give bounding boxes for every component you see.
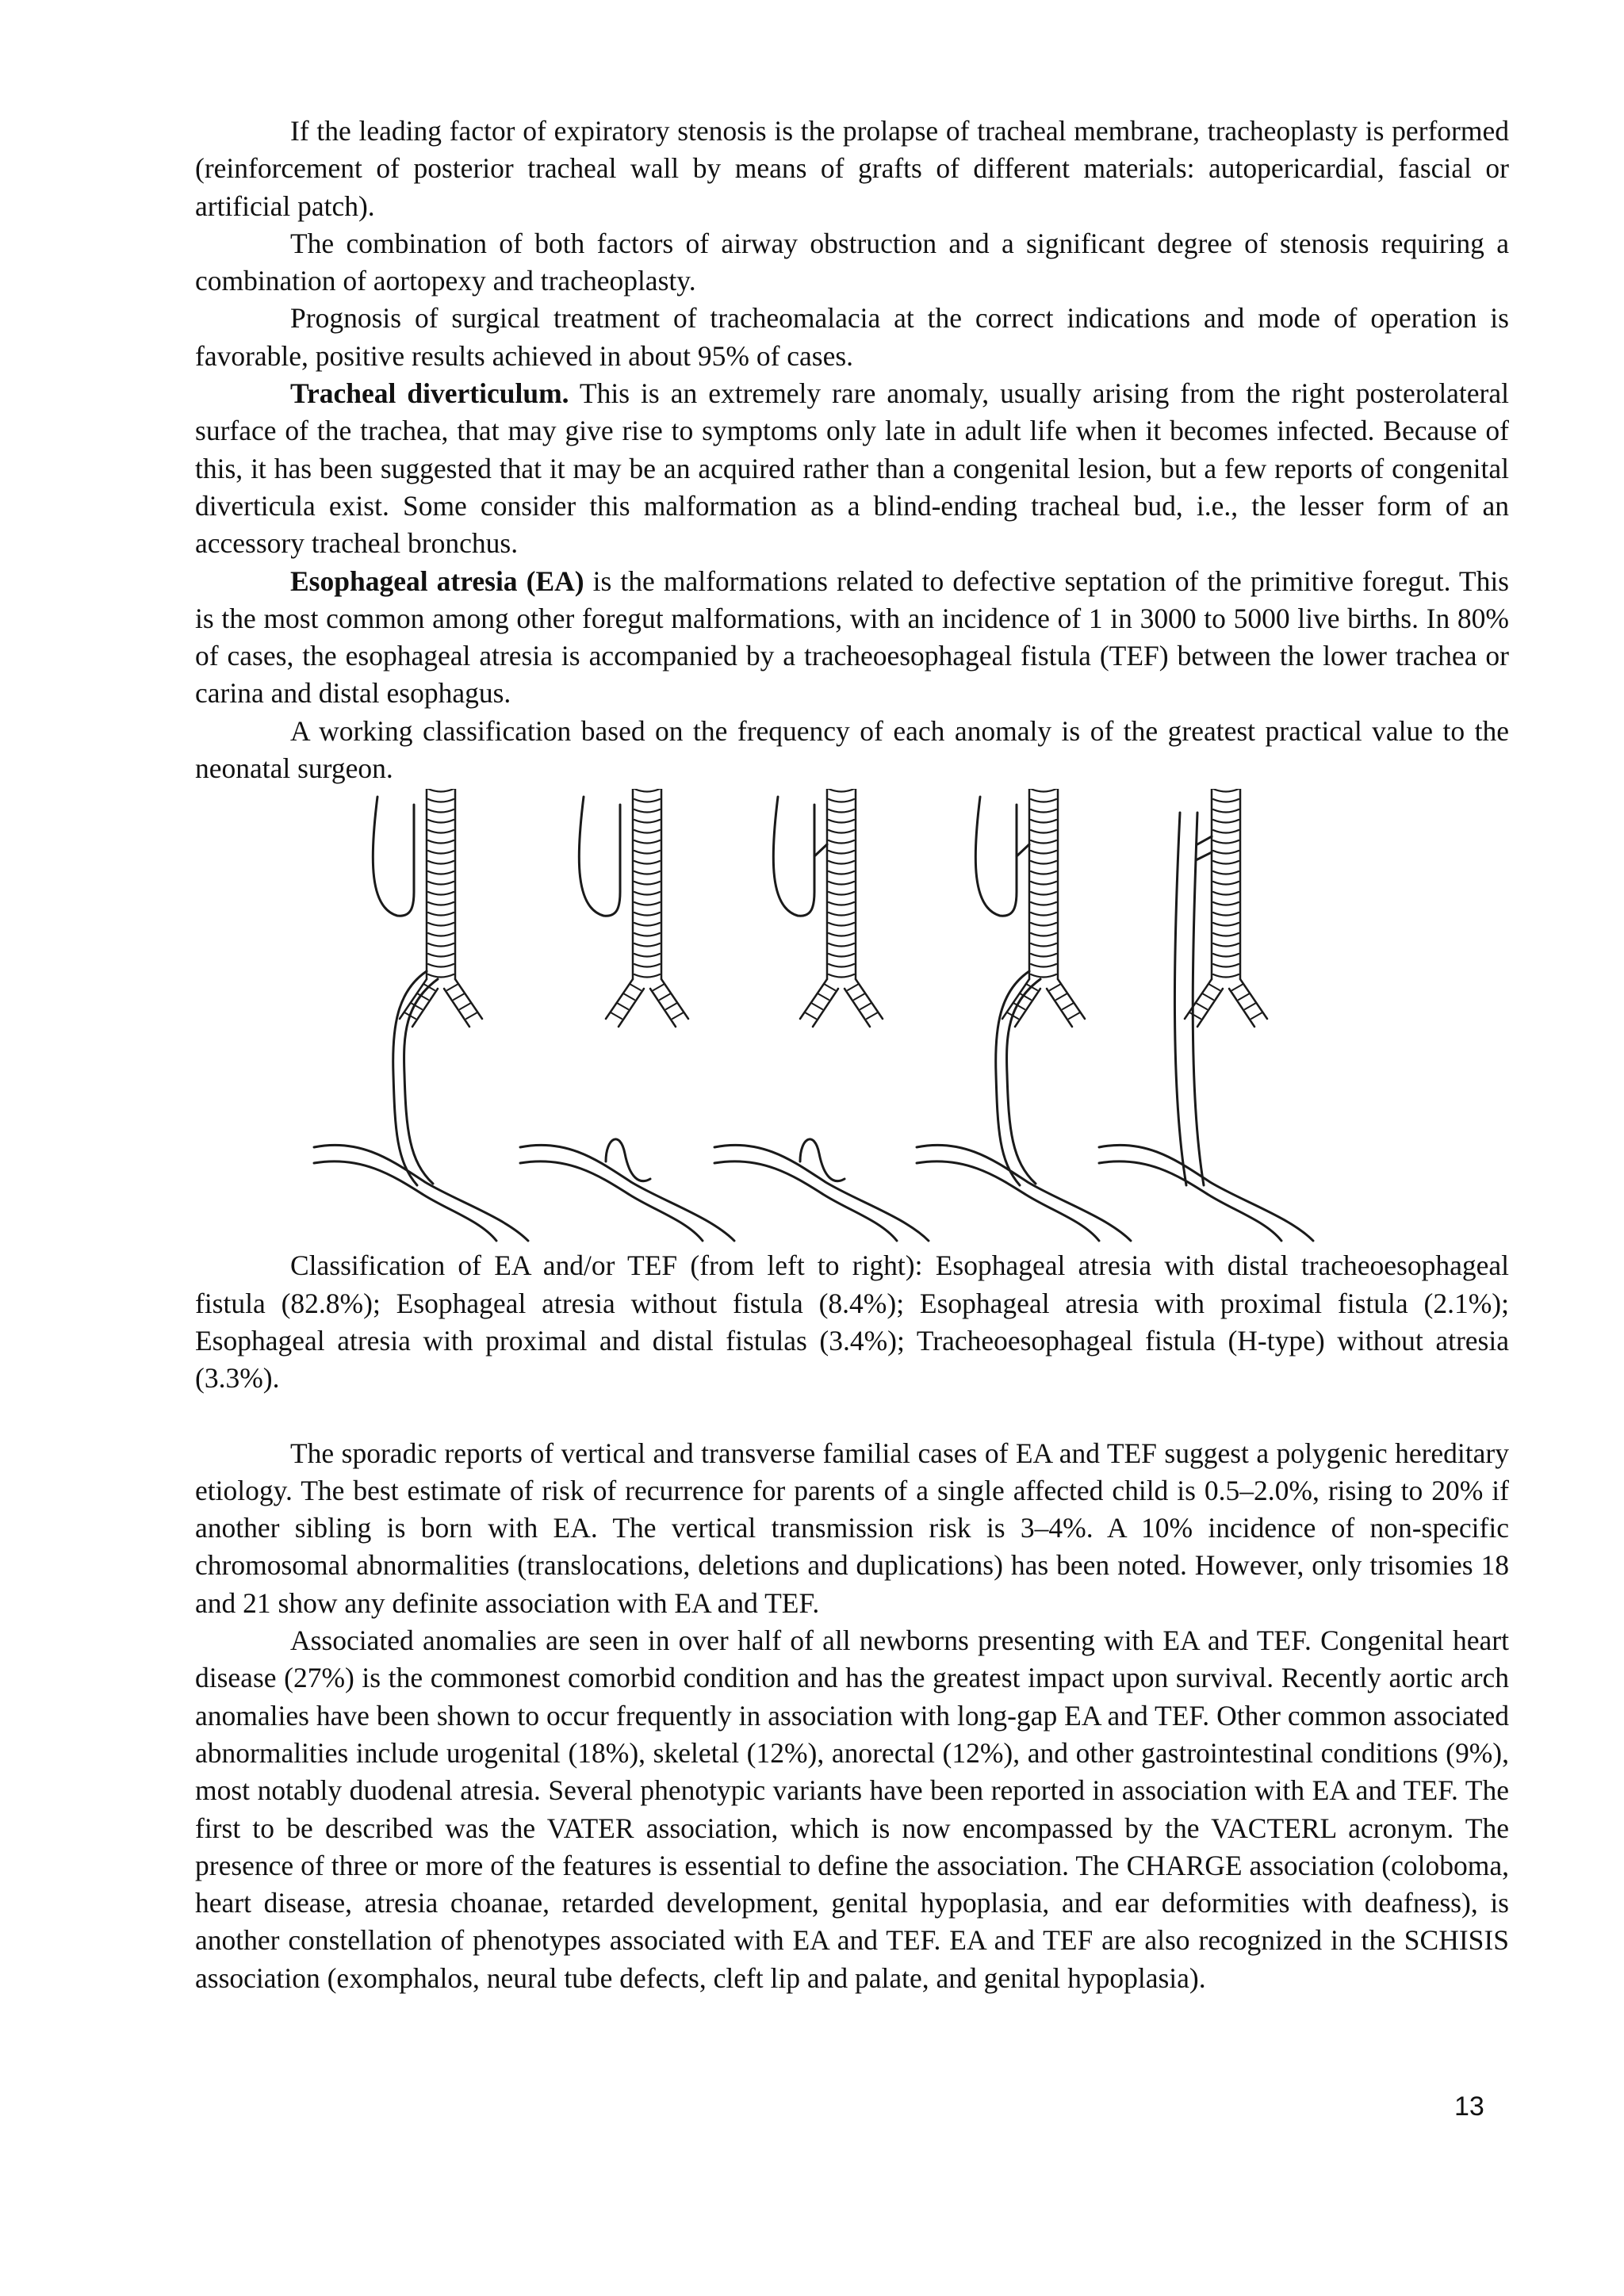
- bronchial-ring-icon: [1202, 993, 1213, 1000]
- paragraph-lead: Tracheal diverticulum.: [290, 377, 569, 410]
- stomach-icon: [714, 1161, 897, 1241]
- tracheal-ring-icon: [1031, 933, 1056, 936]
- tracheal-ring-icon: [634, 882, 660, 885]
- bronchial-ring-icon: [1056, 993, 1067, 1000]
- tracheal-ring-icon: [1213, 902, 1239, 905]
- bronchial-ring-icon: [1196, 1003, 1207, 1009]
- tracheal-ring-icon: [634, 954, 660, 957]
- bronchial-ring-icon: [611, 1012, 622, 1019]
- tracheal-ring-icon: [829, 840, 854, 844]
- page-body: [195, 113, 1509, 1997]
- tracheal-ring-icon: [428, 830, 454, 833]
- ea-tef-classification-figure: [195, 789, 1509, 1244]
- bronchial-ring-icon: [824, 984, 835, 990]
- paragraph: The sporadic reports of vertical and transverse familial cases of EA and TEF suggest a polygenic hereditary etiology. The best estimate of risk of recurrence for parents of a single affected child is 0.5–2.0%, rising to 20% if another sibling is born with EA. The vertical transmission risk is 3–4%. A 10% incidence of non-specific chromosomal abnormalities (translocations, deletions and duplications) has been noted. However, only trisomies 18 and 21 show any definite association with EA and TEF.: [195, 1437, 1509, 1619]
- tracheal-ring-icon: [428, 943, 454, 947]
- paragraph: The combination of both factors of airway obstruction and a significant degree of stenosis requiring a combination of aortopexy and tracheoplasty.: [195, 227, 1509, 297]
- tracheal-ring-icon: [829, 861, 854, 864]
- tracheal-ring-icon: [428, 851, 454, 854]
- tracheal-ring-icon: [1031, 943, 1056, 947]
- tracheal-ring-icon: [1213, 820, 1239, 823]
- tracheal-ring-icon: [634, 861, 660, 864]
- tracheal-ring-icon: [829, 882, 854, 885]
- stomach-icon: [520, 1161, 703, 1241]
- bronchial-ring-icon: [1069, 1012, 1080, 1019]
- tracheal-ring-icon: [1213, 923, 1239, 926]
- paragraph: A working classification based on the frequency of each anomaly is of the greatest practical value to the neonatal surgeon.: [195, 714, 1509, 785]
- tracheal-ring-icon: [1031, 851, 1056, 854]
- bronchial-ring-icon: [1050, 984, 1061, 990]
- esophagus-icon: [1174, 813, 1186, 1185]
- tracheal-ring-icon: [829, 799, 854, 802]
- tracheal-ring-icon: [829, 871, 854, 874]
- proximal-fistula-icon: [814, 844, 827, 856]
- upper-esophageal-pouch-icon: [773, 797, 814, 916]
- tracheal-ring-icon: [1213, 974, 1239, 978]
- tracheal-ring-icon: [428, 809, 454, 813]
- tracheal-ring-icon: [428, 789, 454, 792]
- tracheal-ring-icon: [829, 809, 854, 813]
- bronchial-ring-icon: [1251, 1012, 1262, 1019]
- tracheal-ring-icon: [829, 954, 854, 957]
- tracheal-ring-icon: [428, 923, 454, 926]
- tracheal-ring-icon: [829, 964, 854, 967]
- tracheal-ring-icon: [428, 840, 454, 844]
- tracheal-ring-icon: [1031, 820, 1056, 823]
- tracheal-ring-icon: [1031, 913, 1056, 916]
- tracheal-ring-icon: [1213, 964, 1239, 967]
- distal-esophagus-icon: [404, 979, 438, 1184]
- tracheal-ring-icon: [1213, 892, 1239, 895]
- tracheal-ring-icon: [1213, 913, 1239, 916]
- tracheal-ring-icon: [1031, 830, 1056, 833]
- tracheal-ring-icon: [634, 809, 660, 813]
- paragraph: Associated anomalies are seen in over half of all newborns presenting with EA and TEF. Congenital heart disease (27%) is the commonest comorbid condition and has the greatest impact upon survival. Recently aortic arch anomalies have been shown to occur frequently in association with long-gap EA and TEF. Other common associated abnormalities include urogenital (18%), skeletal (12%), anorectal (12%), and other gastrointestinal conditions (9%), most notably duodenal atresia. Several phenotypic variants have been reported in association with EA and TEF. The first to be described was the VATER association, which is now encompassed by the VACTERL acronym. The presence of three or more of the features is essential to define the association. The CHARGE association (coloboma, heart disease, atresia choanae, retarded development, genital hypoplasia, and ear deformities with deafness), is another constellation of phenotypes associated with EA and TEF. EA and TEF are also recognized in the SCHISIS association (exomphalos, neural tube defects, cleft lip and palate, and genital hypoplasia).: [195, 1624, 1509, 1994]
- paragraph-lead: Esophageal atresia (EA): [290, 564, 584, 597]
- bronchial-ring-icon: [848, 984, 859, 990]
- bronchial-ring-icon: [660, 993, 671, 1000]
- stomach-icon: [314, 1161, 496, 1241]
- bronchial-ring-icon: [805, 1012, 816, 1019]
- left-bronchus-icon: [1185, 979, 1223, 1027]
- bronchial-ring-icon: [447, 984, 458, 990]
- tracheal-ring-icon: [634, 933, 660, 936]
- paragraph: Prognosis of surgical treatment of tracheomalacia at the correct indications and mode of operation is favorable, positive results achieved in about 95% of cases.: [195, 302, 1509, 372]
- left-bronchus-icon: [400, 979, 438, 1027]
- tracheal-ring-icon: [829, 902, 854, 905]
- tracheal-ring-icon: [428, 861, 454, 864]
- tracheal-ring-icon: [1213, 851, 1239, 854]
- paragraph: Esophageal atresia (EA) is the malformations related to defective septation of the primitive foregut. This is the most common among other foregut malformations, with an incidence of 1 in 3000 to 5000 live births. In 80% of cases, the esophageal atresia is accompanied by a tracheoesophageal fistula (TEF) between the lower trachea or carina and distal esophagus.: [195, 564, 1509, 710]
- bronchial-ring-icon: [811, 1003, 822, 1009]
- tracheal-ring-icon: [829, 789, 854, 792]
- stomach-icon: [1099, 1161, 1281, 1241]
- tracheal-ring-icon: [1213, 871, 1239, 874]
- tracheal-ring-icon: [634, 851, 660, 854]
- tracheal-ring-icon: [634, 789, 660, 792]
- right-bronchus-icon: [444, 979, 482, 1027]
- proximal-fistula-icon: [1017, 844, 1029, 856]
- left-bronchus-icon: [606, 979, 644, 1027]
- tracheal-ring-icon: [428, 882, 454, 885]
- upper-esophageal-pouch-icon: [373, 797, 414, 916]
- tracheal-ring-icon: [634, 871, 660, 874]
- tracheal-ring-icon: [1213, 933, 1239, 936]
- tracheal-ring-icon: [1213, 809, 1239, 813]
- tracheal-ring-icon: [428, 974, 454, 978]
- tracheal-ring-icon: [1031, 799, 1056, 802]
- tracheal-ring-icon: [634, 799, 660, 802]
- tracheal-ring-icon: [829, 933, 854, 936]
- tracheal-ring-icon: [634, 913, 660, 916]
- tracheal-ring-icon: [428, 820, 454, 823]
- tracheal-ring-icon: [1031, 974, 1056, 978]
- bronchial-ring-icon: [666, 1003, 677, 1009]
- right-bronchus-icon: [650, 979, 688, 1027]
- bronchial-ring-icon: [623, 993, 634, 1000]
- tracheal-ring-icon: [634, 943, 660, 947]
- tracheal-ring-icon: [634, 892, 660, 895]
- tracheal-ring-icon: [428, 964, 454, 967]
- tracheal-ring-icon: [1031, 809, 1056, 813]
- bronchial-ring-icon: [854, 993, 865, 1000]
- tracheal-ring-icon: [634, 974, 660, 978]
- figure-caption: Classification of EA and/or TEF (from left to right): Esophageal atresia with distal tracheoesophageal fistula (82.8%); Esophageal atresia without fistula (8.4%); Esophageal atresia with proximal fistula (2.1%); Esophageal atresia with proximal and distal fistulas (3.4%); Tracheoesophageal fistula (H-type) without atresia (3.3%).: [195, 1249, 1509, 1395]
- tracheal-ring-icon: [634, 820, 660, 823]
- tracheal-ring-icon: [1213, 789, 1239, 792]
- tracheal-ring-icon: [829, 943, 854, 947]
- tracheal-ring-icon: [829, 851, 854, 854]
- bronchial-ring-icon: [860, 1003, 871, 1009]
- paragraph: If the leading factor of expiratory stenosis is the prolapse of tracheal membrane, tracheoplasty is performed (reinforcement of posterior tracheal wall by means of grafts of different materials: autopericardial, fascial or artificial patch).: [195, 115, 1509, 222]
- stomach-icon: [917, 1161, 1099, 1241]
- tracheal-ring-icon: [1031, 789, 1056, 792]
- tracheal-ring-icon: [428, 902, 454, 905]
- tracheal-ring-icon: [829, 923, 854, 926]
- tracheal-ring-icon: [1213, 943, 1239, 947]
- tracheal-ring-icon: [634, 830, 660, 833]
- page-number: 13: [1454, 2091, 1484, 2122]
- tracheal-ring-icon: [428, 933, 454, 936]
- lower-esophageal-stump-icon: [606, 1139, 650, 1181]
- tracheal-ring-icon: [428, 954, 454, 957]
- bronchial-ring-icon: [867, 1012, 878, 1019]
- tracheal-ring-icon: [1031, 892, 1056, 895]
- tracheal-ring-icon: [428, 871, 454, 874]
- tracheal-ring-icon: [634, 840, 660, 844]
- bronchial-ring-icon: [460, 1003, 471, 1009]
- tracheal-ring-icon: [829, 830, 854, 833]
- h-type-fistula-icon: [1196, 836, 1212, 860]
- left-bronchus-icon: [800, 979, 838, 1027]
- upper-esophageal-pouch-icon: [975, 797, 1017, 916]
- tracheal-ring-icon: [1213, 799, 1239, 802]
- tracheal-ring-icon: [829, 974, 854, 978]
- tracheal-ring-icon: [428, 913, 454, 916]
- ea-tef-illustration: [290, 789, 1448, 1244]
- bronchial-ring-icon: [617, 1003, 628, 1009]
- bronchial-ring-icon: [1189, 1012, 1201, 1019]
- tracheal-ring-icon: [1031, 964, 1056, 967]
- bronchial-ring-icon: [1232, 984, 1243, 990]
- tracheal-ring-icon: [428, 799, 454, 802]
- tracheal-ring-icon: [1031, 923, 1056, 926]
- right-bronchus-icon: [845, 979, 883, 1027]
- bronchial-ring-icon: [672, 1012, 684, 1019]
- tracheal-ring-icon: [634, 902, 660, 905]
- bronchial-ring-icon: [1245, 1003, 1256, 1009]
- tracheal-ring-icon: [1213, 954, 1239, 957]
- distal-esophagus-icon: [1007, 979, 1040, 1184]
- tracheal-ring-icon: [1213, 830, 1239, 833]
- tracheal-ring-icon: [634, 923, 660, 926]
- bronchial-ring-icon: [653, 984, 665, 990]
- tracheal-ring-icon: [1031, 882, 1056, 885]
- bronchial-ring-icon: [1063, 1003, 1074, 1009]
- right-bronchus-icon: [1047, 979, 1085, 1027]
- right-bronchus-icon: [1229, 979, 1267, 1027]
- tracheal-ring-icon: [829, 913, 854, 916]
- tracheal-ring-icon: [634, 964, 660, 967]
- tracheal-ring-icon: [829, 820, 854, 823]
- tracheal-ring-icon: [1031, 902, 1056, 905]
- tracheal-ring-icon: [1213, 840, 1239, 844]
- tracheal-ring-icon: [1213, 861, 1239, 864]
- tracheal-ring-icon: [1031, 954, 1056, 957]
- tracheal-ring-icon: [829, 892, 854, 895]
- paragraph: Tracheal diverticulum. This is an extremely rare anomaly, usually arising from the right posterolateral surface of the trachea, that may give rise to symptoms only late in adult life when it becomes infected. Because of this, it has been suggested that it may be an acquired rather than a congenital lesion, but a few reports of congenital diverticula exist. Some consider this malformation as a blind-ending tracheal bud, i.e., the lesser form of an accessory tracheal bronchus.: [195, 377, 1509, 560]
- bronchial-ring-icon: [1208, 984, 1220, 990]
- lower-esophageal-stump-icon: [800, 1139, 845, 1181]
- tracheal-ring-icon: [1031, 840, 1056, 844]
- tracheal-ring-icon: [1213, 882, 1239, 885]
- left-bronchus-icon: [1002, 979, 1040, 1027]
- tracheal-ring-icon: [1031, 861, 1056, 864]
- tracheal-ring-icon: [1031, 871, 1056, 874]
- bronchial-ring-icon: [454, 993, 465, 1000]
- bronchial-ring-icon: [1239, 993, 1250, 1000]
- upper-esophageal-pouch-icon: [579, 797, 620, 916]
- bronchial-ring-icon: [630, 984, 641, 990]
- bronchial-ring-icon: [818, 993, 829, 1000]
- bronchial-ring-icon: [466, 1012, 477, 1019]
- tracheal-ring-icon: [428, 892, 454, 895]
